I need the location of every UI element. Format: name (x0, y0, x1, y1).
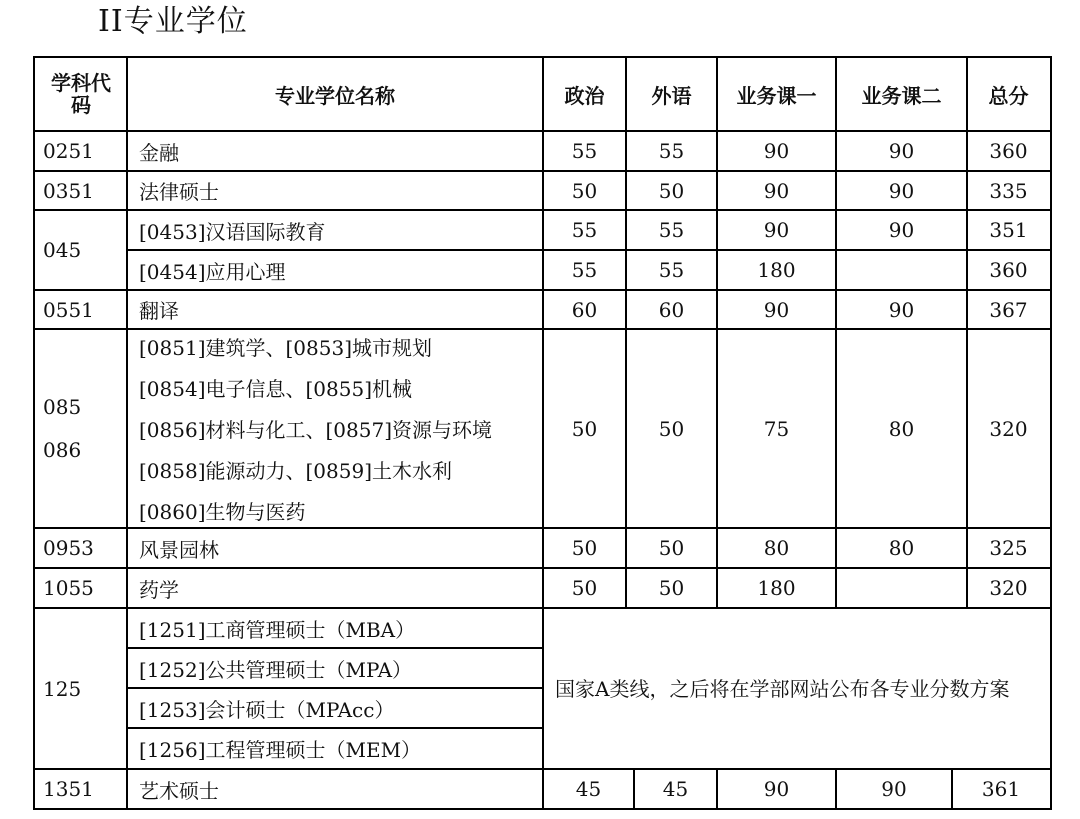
header-name: 专业学位名称 (275, 83, 395, 108)
cell-total: 351 (989, 218, 1028, 242)
cell-course1: 90 (763, 139, 790, 163)
cell-total: 360 (989, 139, 1028, 163)
cell-politics: 50 (571, 416, 598, 441)
cell-course2: 80 (888, 416, 915, 441)
cell-name-line: [0858]能源动力、[0859]土木水利 (139, 459, 453, 483)
header-code-line1: 学科代 (51, 71, 111, 95)
cell-language: 50 (658, 416, 685, 441)
score-table (33, 56, 1052, 810)
cell-language: 50 (658, 178, 685, 203)
cell-total: 325 (989, 536, 1028, 560)
cell-course2: 90 (888, 297, 915, 322)
cell-total: 361 (981, 777, 1021, 801)
cell-course2 (836, 569, 967, 607)
cell-name: 法律硕士 (139, 180, 219, 204)
cell-name: 艺术硕士 (139, 778, 219, 803)
cell-course1: 180 (757, 576, 796, 600)
cell-code-line: 085 (43, 394, 82, 419)
cell-politics: 55 (571, 139, 598, 163)
header-course2: 业务课二 (861, 83, 942, 108)
cell-language: 60 (658, 297, 685, 322)
cell-name-line: [0851]建筑学、[0853]城市规划 (139, 336, 433, 360)
cell-language: 45 (662, 777, 689, 801)
cell-name: 金融 (139, 140, 179, 165)
cell-total: 360 (989, 258, 1028, 282)
cell-name-line: [0854]电子信息、[0855]机械 (139, 377, 413, 401)
cell-total: 320 (989, 416, 1028, 441)
cell-name: [1252]公共管理硕士（MPA） (139, 657, 413, 682)
cell-code: 0953 (43, 536, 94, 560)
cell-language: 55 (658, 258, 685, 282)
cell-politics: 50 (571, 178, 598, 203)
cell-language: 55 (658, 139, 685, 163)
cell-politics: 45 (575, 777, 602, 801)
cell-course2: 90 (888, 218, 915, 242)
cell-name-line: [0860]生物与医药 (139, 500, 306, 524)
cell-politics: 55 (571, 258, 598, 282)
cell-language: 50 (658, 536, 685, 560)
cell-code: 1351 (43, 777, 94, 801)
cell-code: 0551 (43, 297, 94, 322)
cell-course1: 75 (763, 416, 790, 441)
cell-name: [1256]工程管理硕士（MEM） (139, 738, 422, 762)
cell-name: 风景园林 (139, 537, 219, 562)
cell-code: 045 (43, 238, 82, 262)
header-language: 外语 (651, 83, 692, 108)
page-title: II专业学位 (98, 4, 248, 39)
cell-course2: 80 (888, 536, 915, 560)
cell-course1: 90 (763, 218, 790, 242)
cell-course2 (836, 251, 967, 289)
cell-name (139, 330, 543, 527)
cell-course2: 90 (888, 178, 915, 203)
cell-course1: 90 (763, 777, 790, 801)
cell-politics: 60 (571, 297, 598, 322)
cell-politics: 50 (571, 536, 598, 560)
cell-name: 翻译 (139, 299, 179, 323)
cell-code: 0251 (43, 139, 94, 163)
cell-code-line: 086 (43, 437, 82, 462)
cell-course2: 90 (881, 777, 907, 801)
cell-language: 55 (658, 218, 685, 242)
cell-course1: 180 (757, 258, 796, 282)
cell-total: 335 (989, 178, 1028, 203)
cell-name: [1251]工商管理硕士（MBA） (139, 617, 416, 642)
cell-language: 50 (658, 576, 685, 600)
cell-code (43, 330, 127, 527)
cell-code: 0351 (43, 178, 94, 203)
header-course1: 业务课一 (736, 83, 817, 108)
cell-name: [0454]应用心理 (139, 259, 286, 284)
cell-note: 国家A类线，之后将在学部网站公布各专业分数方案 (555, 676, 1010, 701)
header-code (35, 58, 127, 130)
header-politics: 政治 (564, 83, 605, 108)
header-total: 总分 (988, 83, 1029, 108)
cell-politics: 50 (571, 576, 598, 600)
cell-politics: 55 (571, 218, 598, 242)
cell-course1: 90 (763, 178, 790, 203)
cell-course1: 90 (763, 297, 790, 322)
cell-name-line: [0856]材料与化工、[0857]资源与环境 (139, 418, 493, 442)
cell-name: [1253]会计硕士（MPAcc） (139, 697, 395, 722)
cell-course1: 80 (763, 536, 790, 560)
cell-course2: 90 (888, 139, 915, 163)
cell-name: 药学 (139, 577, 179, 602)
cell-code: 1055 (43, 576, 94, 600)
cell-name: [0453]汉语国际教育 (139, 219, 326, 244)
cell-total: 367 (989, 297, 1028, 322)
header-code-line2: 码 (71, 93, 91, 117)
cell-code: 125 (43, 676, 82, 701)
cell-total: 320 (989, 576, 1028, 600)
